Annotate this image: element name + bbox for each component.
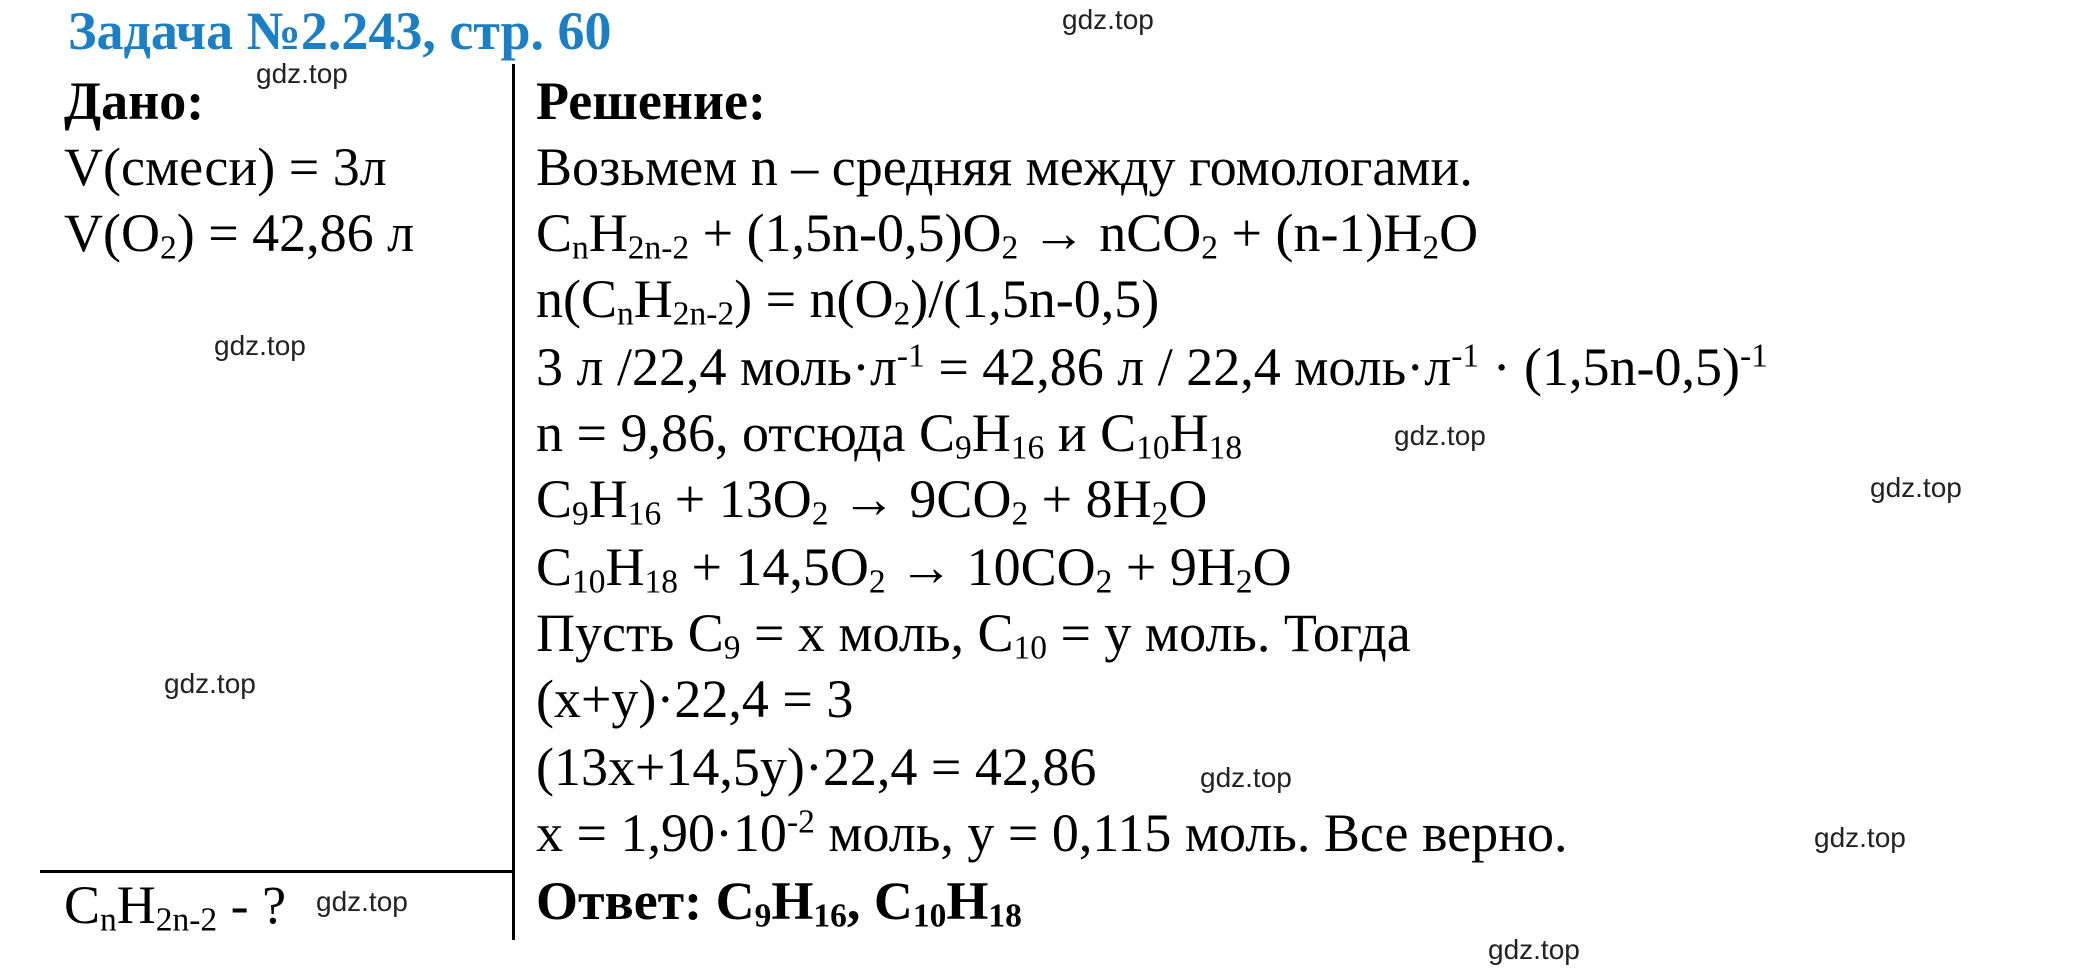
- subscript: 2: [1095, 563, 1113, 601]
- formula-text: , C: [846, 871, 913, 931]
- subscript: 2n-2: [627, 229, 690, 267]
- subscript: 16: [813, 897, 847, 935]
- subscript: 16: [1010, 429, 1045, 467]
- formula-text: H: [771, 871, 814, 931]
- formula-text: → 10CO: [885, 537, 1096, 597]
- formula-text: H: [1169, 403, 1209, 463]
- formula-text: → nCO: [1018, 203, 1202, 263]
- formula-text: x = 1,90·10: [536, 803, 787, 863]
- system-solution: [536, 800, 1568, 866]
- formula-text: и C: [1044, 403, 1137, 463]
- system-eq-2: [536, 734, 1096, 800]
- subscript: 10: [912, 897, 947, 935]
- watermark: gdz.top: [1394, 420, 1486, 451]
- solution-heading: Решение:: [536, 71, 766, 131]
- subscript: 10: [572, 563, 606, 601]
- formula-text: H: [946, 871, 989, 931]
- subscript: 2: [1235, 563, 1253, 601]
- superscript: -1: [896, 337, 925, 375]
- subscript: 18: [988, 897, 1022, 935]
- given-divider: [40, 870, 512, 873]
- system-eq-1: [536, 666, 853, 732]
- formula-text: + 9H: [1112, 537, 1236, 597]
- subscript: 2: [1201, 229, 1219, 267]
- watermark: gdz.top: [256, 58, 348, 89]
- subscript: 9: [723, 629, 741, 667]
- watermark: gdz.top: [214, 330, 306, 361]
- solution-intro: Возьмем n – средняя между гомологами.: [536, 137, 1473, 197]
- subscript: 16: [627, 495, 662, 533]
- subscript: 2: [868, 563, 886, 601]
- subscript: 9: [572, 495, 589, 533]
- formula-text: n = 9,86, отсюда C: [536, 403, 956, 463]
- subscript: 2: [1422, 229, 1440, 267]
- subscript: 9: [754, 897, 772, 935]
- watermark: gdz.top: [316, 886, 408, 917]
- subscript: 2: [1001, 229, 1019, 267]
- formula-text: = 42,86 л / 22,4 моль·л: [924, 337, 1452, 397]
- watermark: gdz.top: [1488, 934, 1580, 965]
- page-title: Задача №2.243, стр. 60: [68, 1, 612, 61]
- formula-text: = y моль. Тогда: [1046, 603, 1411, 663]
- watermark: gdz.top: [164, 668, 256, 699]
- formula-text: + 8H: [1028, 469, 1152, 529]
- formula-text: + (n-1)H: [1218, 203, 1423, 263]
- answer: [536, 868, 1022, 934]
- formula-text: H: [971, 403, 1011, 463]
- watermark: gdz.top: [1870, 472, 1962, 503]
- formula-text: моль, y = 0,115 моль. Все верно.: [814, 803, 1568, 863]
- superscript: -1: [1740, 337, 1768, 375]
- given-oxygen-volume: $V(O_2) = 42,86$ л: [64, 203, 415, 267]
- formula-text: 3 л /22,4 моль·л: [536, 337, 897, 397]
- subscript: n: [572, 229, 589, 267]
- watermark: gdz.top: [1062, 4, 1154, 35]
- subscript: n: [617, 295, 634, 333]
- superscript: -1: [1451, 337, 1480, 375]
- formula-text: = x моль, C: [740, 603, 1014, 663]
- formula-text: → 9CO: [828, 469, 1012, 529]
- subscript: 2n-2: [672, 295, 735, 333]
- equation-c10: [536, 534, 1292, 600]
- subscript: 10: [1013, 629, 1047, 667]
- formula-text: + (1,5n-0,5)O: [689, 203, 1002, 263]
- formula-text: Ответ: C: [536, 871, 755, 931]
- formula-text: C: [536, 469, 573, 529]
- subscript: 9: [955, 429, 972, 467]
- superscript: -2: [786, 803, 815, 841]
- variables-line: [536, 600, 1411, 666]
- find-formula: $C_nH_{2n-2}$ - ?: [64, 875, 287, 939]
- given-heading: Дано:: [64, 71, 205, 131]
- formula-text: H: [633, 269, 673, 329]
- formula-text: C: [536, 537, 573, 597]
- watermark: gdz.top: [1814, 822, 1906, 853]
- formula-text: + 14,5O: [677, 537, 869, 597]
- subscript: 18: [644, 563, 678, 601]
- subscript: 2: [893, 295, 911, 333]
- formula-text: ) = n(O: [734, 269, 894, 329]
- subscript: 2: [1151, 495, 1169, 533]
- formula-text: O: [1439, 203, 1479, 263]
- subscript: 18: [1208, 429, 1243, 467]
- result-n: [536, 400, 1242, 466]
- subscript: 2: [811, 495, 829, 533]
- equation-volume-ratio: [536, 334, 1768, 400]
- given-mixture-volume: V(смеси) = 3л: [64, 137, 387, 197]
- formula-text: )/(1,5n-0,5): [910, 269, 1160, 329]
- formula-text: H: [588, 203, 628, 263]
- formula-text: O: [1168, 469, 1208, 529]
- formula-text: (13x+14,5y)·22,4 = 42,86: [536, 737, 1097, 797]
- formula-text: n(C: [536, 269, 617, 329]
- formula-text: · (1,5n-0,5): [1479, 337, 1741, 397]
- formula-text: Пусть C: [536, 603, 724, 663]
- subscript: 10: [1136, 429, 1170, 467]
- column-divider: [512, 64, 515, 940]
- formula-text: (x+y)·22,4 = 3: [536, 669, 854, 729]
- subscript: 2: [1011, 495, 1029, 533]
- equation-c9: [536, 466, 1207, 532]
- formula-text: H: [588, 469, 628, 529]
- equation-general: [536, 200, 1478, 266]
- watermark: gdz.top: [1200, 762, 1292, 793]
- formula-text: + 13O: [661, 469, 812, 529]
- formula-text: H: [605, 537, 645, 597]
- equation-moles: [536, 266, 1159, 332]
- formula-text: O: [1252, 537, 1292, 597]
- formula-text: C: [536, 203, 573, 263]
